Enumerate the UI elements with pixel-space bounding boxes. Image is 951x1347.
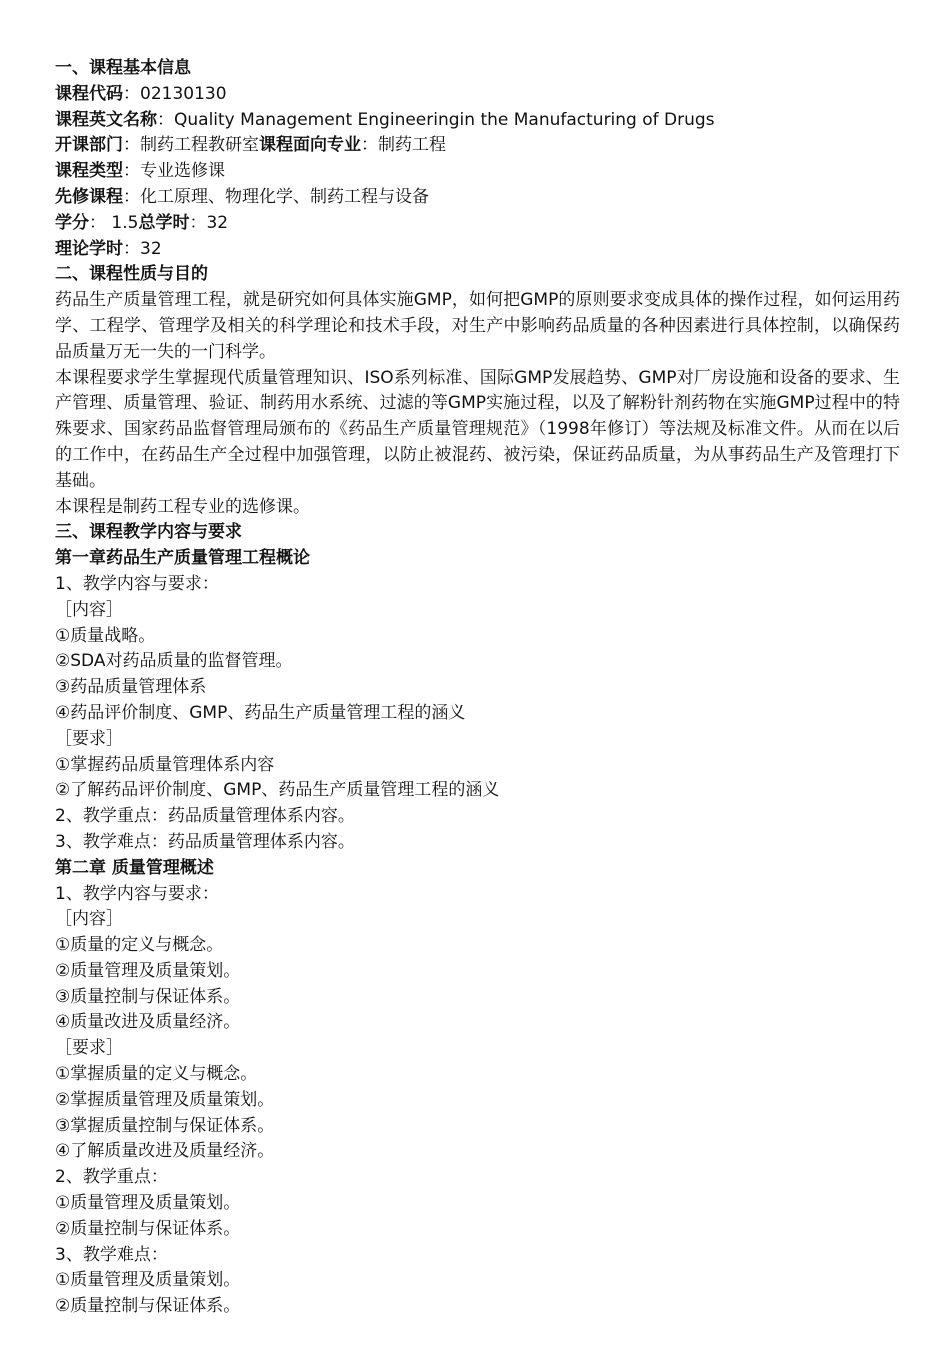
document-body — [55, 56, 900, 1320]
list-item: ［内容］ — [55, 909, 123, 930]
list-item: ②质量控制与保证体系。 — [55, 1218, 241, 1239]
list-item: 1、教学内容与要求： — [55, 573, 219, 594]
major-label: 课程面向专业 — [259, 135, 361, 156]
course-english-name-label: 课程英文名称 — [55, 109, 157, 130]
list-item: ④药品评价制度、GMP、药品生产质量管理工程的涵义 — [55, 702, 466, 723]
list-item: ②了解药品评价制度、GMP、药品生产质量管理工程的涵义 — [55, 780, 500, 801]
credit-hours-row — [55, 211, 900, 237]
theory-hours-value: ：32 — [123, 238, 162, 259]
total-hours-value: ：32 — [189, 212, 229, 233]
list-item: ④质量改进及质量经济。 — [55, 1012, 241, 1033]
theory-hours-label: 理论学时 — [55, 238, 123, 259]
list-item: ③质量控制与保证体系。 — [55, 986, 241, 1007]
section1-heading: 一、课程基本信息 — [55, 58, 191, 78]
list-item: ④了解质量改进及质量经济。 — [55, 1141, 275, 1162]
course-type-label: 课程类型 — [55, 161, 123, 182]
list-item: 2、教学重点：药品质量管理体系内容。 — [55, 806, 355, 827]
list-item: 1、教学内容与要求： — [55, 883, 219, 904]
list-item: ②掌握质量管理及质量策划。 — [55, 1089, 275, 1110]
list-item: ②质量管理及质量策划。 — [55, 960, 241, 981]
course-english-name-value: ：Quality Management Engineeringin the Manufacturing of Drugs — [157, 109, 715, 130]
course-type-row — [55, 159, 900, 185]
list-item: ①质量战略。 — [55, 625, 156, 646]
department-label: 开课部门 — [55, 135, 123, 156]
course-english-name-row — [55, 108, 900, 134]
prerequisite-value: ：化工原理、物理化学、制药工程与设备 — [123, 186, 429, 207]
department-value: ：制药工程教研室 — [123, 135, 259, 156]
list-item: ③掌握质量控制与保证体系。 — [55, 1115, 275, 1136]
list-item: ①掌握质量的定义与概念。 — [55, 1064, 258, 1085]
chapter2-content — [55, 882, 900, 1321]
major-value: ：制药工程 — [361, 135, 446, 156]
chapter1-title: 第一章药品生产质量管理工程概论 — [55, 548, 310, 569]
list-item: ［内容］ — [55, 599, 123, 620]
list-item: ［要求］ — [55, 1038, 123, 1059]
nature-paragraph-1: 药品生产质量管理工程，就是研究如何具体实施GMP，如何把GMP的原则要求变成具体的操作过程，如何运用药学、工程学、管理学及相关的科学理论和技术手段，对生产中影响药品质量的各种因素进行具体控制，以确保药品质量万无一失的一门科学。 — [55, 290, 900, 362]
section2-heading: 二、课程性质与目的 — [55, 264, 208, 285]
list-item: ①质量的定义与概念。 — [55, 935, 224, 956]
list-item: ①质量管理及质量策划。 — [55, 1270, 241, 1291]
prerequisite-label: 先修课程 — [55, 186, 123, 207]
list-item: ①质量管理及质量策划。 — [55, 1193, 241, 1214]
list-item: ②质量控制与保证体系。 — [55, 1296, 241, 1317]
course-code-value: ：02130130 — [123, 83, 227, 104]
list-item: ［要求］ — [55, 728, 123, 749]
list-item: 3、教学难点：药品质量管理体系内容。 — [55, 831, 355, 852]
nature-paragraph-2: 本课程要求学生掌握现代质量管理知识、ISO系列标准、国际GMP发展趋势、GMP对厂房设施和设备的要求、生产管理、质量管理、验证、制药用水系统、过滤的等GMP实施过程，以及了解粉针剂药物在实施GMP过程中的特殊要求、国家药品监督管理局颁布的《药品生产质量管理规范》（1998年修订）等法规及标准文件。从而在以后的工作中，在药品生产全过程中加强管理，以防止被混药、被污染，保证药品质量，为从事药品生产及管理打下基础。 — [55, 367, 900, 491]
list-item: 2、教学重点： — [55, 1167, 168, 1188]
list-item: 3、教学难点： — [55, 1244, 168, 1265]
theory-hours-row — [55, 237, 900, 263]
prerequisite-row — [55, 185, 900, 211]
section3-heading: 三、课程教学内容与要求 — [55, 522, 242, 543]
course-code-label: 课程代码 — [55, 83, 123, 104]
chapter2-title: 第二章 质量管理概述 — [55, 857, 214, 878]
course-code-row — [55, 82, 900, 108]
department-major-row — [55, 133, 900, 159]
credit-value: ： 1.5 — [89, 212, 139, 233]
total-hours-label: 总学时 — [138, 212, 190, 233]
nature-paragraph-3: 本课程是制药工程专业的选修课。 — [55, 496, 310, 517]
list-item: ②SDA对药品质量的监督管理。 — [55, 651, 293, 672]
list-item: ③药品质量管理体系 — [55, 677, 207, 698]
course-type-value: ：专业选修课 — [123, 161, 225, 182]
chapter1-content — [55, 572, 900, 856]
credit-label: 学分 — [55, 212, 89, 233]
list-item: ①掌握药品质量管理体系内容 — [55, 754, 275, 775]
